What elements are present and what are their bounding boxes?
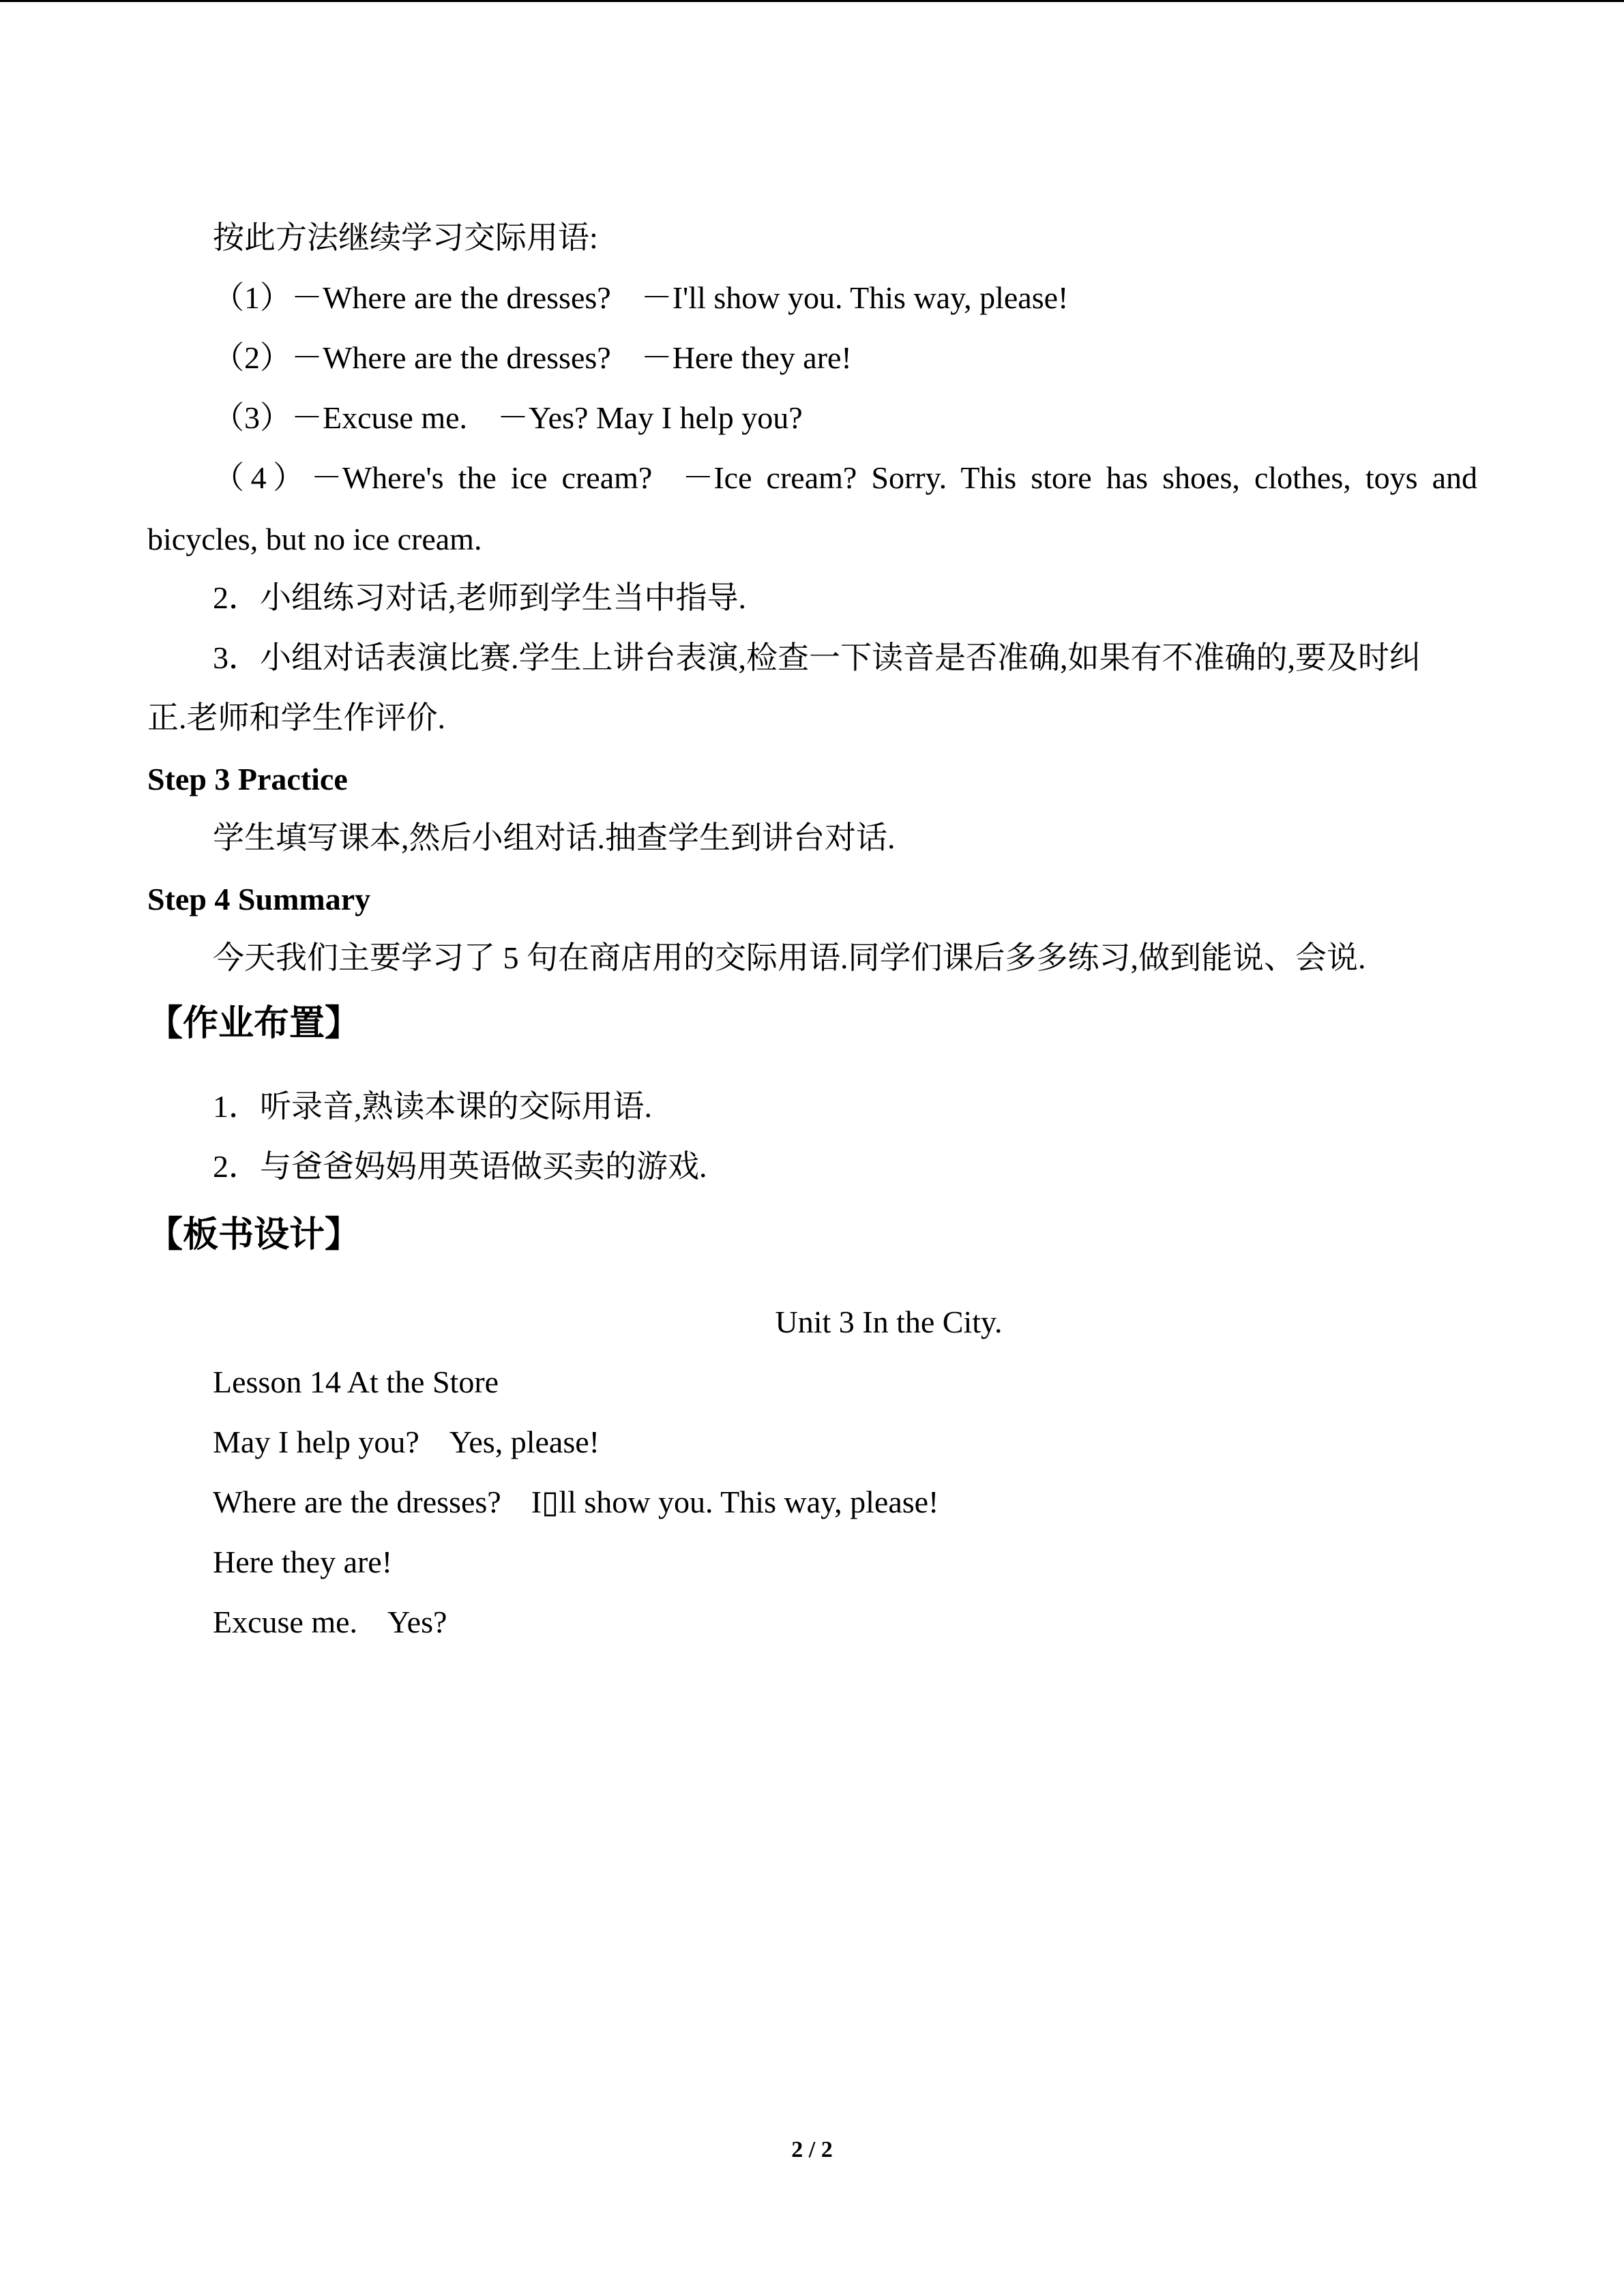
board-line-1 xyxy=(213,1423,600,1461)
dialogue-question: －Where are the dresses? xyxy=(291,340,611,375)
dialogue-4-continuation: bicycles, but no ice cream. xyxy=(147,522,482,556)
step2-item-3-line2: 正.老师和学生作评价. xyxy=(147,700,445,735)
board-unit-title: Unit 3 In the City. xyxy=(775,1304,1003,1339)
board-line-4a: Excuse me. xyxy=(213,1605,358,1639)
dialogue-number: （3） xyxy=(213,400,291,435)
board-line-4b: Yes? xyxy=(387,1605,447,1639)
step4-title: Step 4 Summary xyxy=(147,882,371,916)
dialogue-2 xyxy=(213,339,852,377)
homework-item-1: 1．听录音,熟读本课的交际用语. xyxy=(213,1089,652,1124)
step2-item-3-line1: 3．小组对话表演比赛.学生上讲台表演,检查一下读音是否准确,如果有不准确的,要及时纠 xyxy=(213,640,1421,675)
step3-title: Step 3 Practice xyxy=(147,762,348,796)
board-line-2b: I▯ll show you. This way, please! xyxy=(531,1485,939,1519)
method-intro: 按此方法继续学习交际用语: xyxy=(213,220,598,255)
board-heading: 【板书设计】 xyxy=(147,1214,361,1255)
board-line-1a: May I help you? xyxy=(213,1425,419,1459)
step2-item-2: 2．小组练习对话,老师到学生当中指导. xyxy=(213,580,746,615)
dialogue-answer: －Yes? May I help you? xyxy=(497,400,803,435)
board-line-4 xyxy=(213,1603,447,1641)
dialogue-answer: －Here they are! xyxy=(640,340,852,375)
dialogue-question: －Excuse me. xyxy=(291,400,468,435)
dialogue-1 xyxy=(213,279,1068,317)
step3-text: 学生填写课本,然后小组对话.抽查学生到讲台对话. xyxy=(213,820,896,855)
homework-heading: 【作业布置】 xyxy=(147,1003,361,1044)
dialogue-number: （4） xyxy=(213,460,311,495)
dialogue-3 xyxy=(213,399,803,437)
dialogue-answer: －I'll show you. This way, please! xyxy=(640,280,1069,315)
dialogue-number: （2） xyxy=(213,340,291,375)
dialogue-question: －Where's the ice cream? xyxy=(310,460,653,495)
board-line-2a: Where are the dresses? xyxy=(213,1485,501,1519)
homework-item-2: 2．与爸爸妈妈用英语做买卖的游戏. xyxy=(213,1149,707,1184)
dialogue-question: －Where are the dresses? xyxy=(291,280,611,315)
board-line-1b: Yes, please! xyxy=(449,1425,600,1459)
dialogue-4 xyxy=(213,459,1477,497)
dialogue-answer: －Ice cream? Sorry. This store has shoes, clothes, toys and xyxy=(682,460,1478,495)
dialogue-number: （1） xyxy=(213,280,291,315)
board-line-2 xyxy=(213,1483,939,1521)
board-lesson: Lesson 14 At the Store xyxy=(213,1365,499,1399)
step4-text: 今天我们主要学习了 5 句在商店用的交际用语.同学们课后多多练习,做到能说、会说. xyxy=(213,940,1366,975)
page-number: 2 / 2 xyxy=(791,2137,833,2162)
board-line-3: Here they are! xyxy=(213,1545,393,1579)
